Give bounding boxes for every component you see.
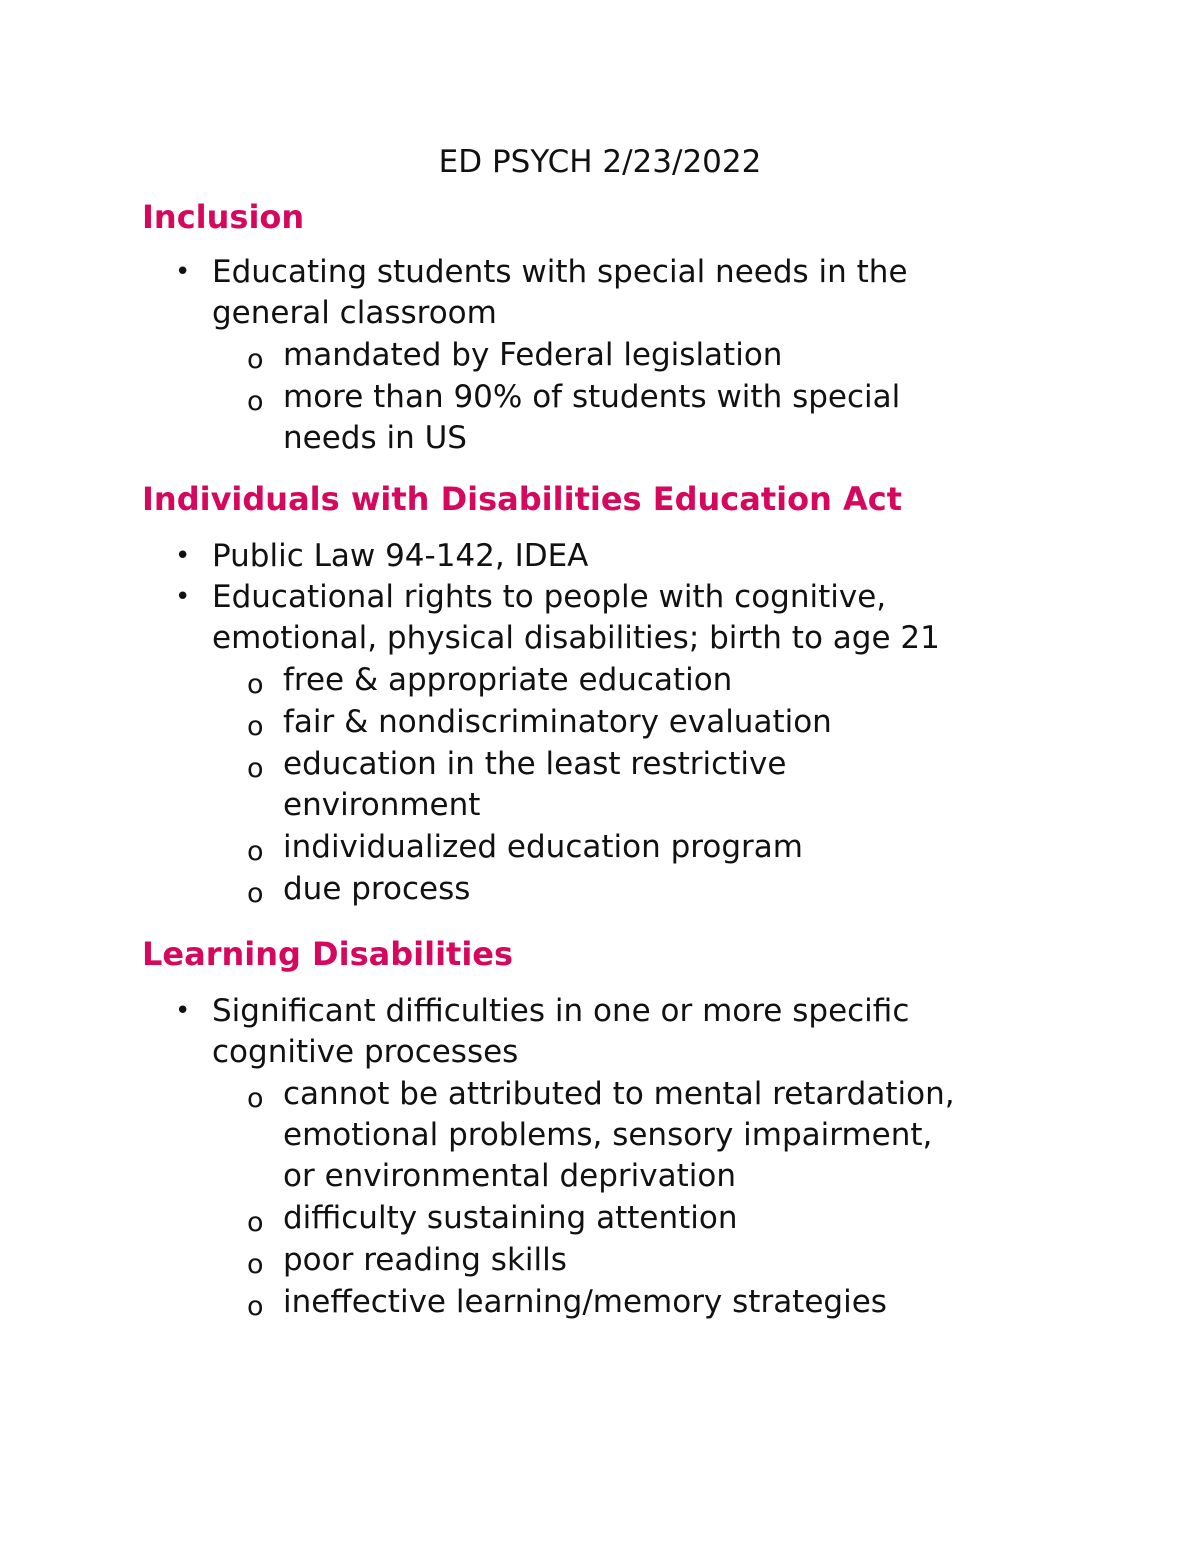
- circle-marker-icon: o: [247, 386, 264, 417]
- circle-marker-icon: o: [247, 836, 264, 867]
- bullet-list: [142, 252, 1102, 459]
- sub-text-line: emotional problems, sensory impairment,: [283, 1117, 933, 1153]
- circle-marker-icon: o: [247, 753, 264, 784]
- sub-text-line: or environmental deprivation: [283, 1158, 736, 1194]
- sub-item: [212, 1240, 1102, 1281]
- document-title: ED PSYCH 2/23/2022: [438, 144, 762, 180]
- bullet-text-line: cognitive processes: [212, 1034, 519, 1070]
- sub-text-line: needs in US: [283, 420, 467, 456]
- circle-marker-icon: o: [247, 1207, 264, 1238]
- circle-marker-icon: o: [247, 711, 264, 742]
- section-heading: Individuals with Disabilities Education Act: [142, 480, 903, 518]
- bullet-icon: •: [175, 257, 191, 287]
- bullet-list: [142, 536, 1102, 910]
- circle-marker-icon: o: [247, 1083, 264, 1114]
- sub-text-line: mandated by Federal legislation: [283, 337, 783, 373]
- sub-item: [212, 660, 1102, 701]
- circle-marker-icon: o: [247, 1249, 264, 1280]
- circle-marker-icon: o: [247, 669, 264, 700]
- bullet-text-line: emotional, physical disabilities; birth to age 21: [212, 620, 940, 656]
- bullet-icon: •: [175, 996, 191, 1026]
- bullet-item: [142, 577, 1102, 910]
- section-heading: Inclusion: [142, 198, 305, 236]
- sub-item: [212, 335, 1102, 376]
- sub-list: [212, 660, 1102, 910]
- bullet-text-line: Public Law 94-142, IDEA: [212, 538, 589, 574]
- bullet-item: [142, 991, 1102, 1323]
- circle-marker-icon: o: [247, 1291, 264, 1322]
- sub-text-line: more than 90% of students with special: [283, 379, 901, 415]
- sub-item: [212, 377, 1102, 459]
- sub-item: [212, 1282, 1102, 1323]
- bullet-item: [142, 252, 1102, 459]
- bullet-icon: •: [175, 582, 191, 612]
- section-heading: Learning Disabilities: [142, 935, 514, 973]
- sub-item: [212, 827, 1102, 868]
- bullet-item: [142, 536, 1102, 577]
- sub-text-line: due process: [283, 871, 471, 907]
- sub-item: [212, 744, 1102, 826]
- bullet-text-line: general classroom: [212, 295, 497, 331]
- sub-text-line: individualized education program: [283, 829, 803, 865]
- sub-text-line: education in the least restrictive: [283, 746, 787, 782]
- sub-text-line: difficulty sustaining attention: [283, 1200, 738, 1236]
- sub-text-line: environment: [283, 787, 481, 823]
- circle-marker-icon: o: [247, 344, 264, 375]
- bullet-list: [142, 991, 1102, 1323]
- sub-text-line: fair & nondiscriminatory evaluation: [283, 704, 832, 740]
- sub-list: [212, 335, 1102, 459]
- sub-text-line: poor reading skills: [283, 1242, 567, 1278]
- section-learning-disabilities: [142, 933, 1102, 1323]
- bullet-text-line: Educational rights to people with cognitive,: [212, 579, 887, 615]
- bullet-text-line: Significant difficulties in one or more specific: [212, 993, 910, 1029]
- section-inclusion: [142, 196, 1102, 459]
- bullet-icon: •: [175, 541, 191, 571]
- sub-item: [212, 1198, 1102, 1239]
- sub-list: [212, 1074, 1102, 1323]
- bullet-text-line: Educating students with special needs in the: [212, 254, 908, 290]
- sub-item: [212, 702, 1102, 743]
- sub-item: [212, 869, 1102, 910]
- sub-item: [212, 1074, 1102, 1197]
- sub-text-line: ineffective learning/memory strategies: [283, 1284, 887, 1320]
- circle-marker-icon: o: [247, 878, 264, 909]
- sub-text-line: cannot be attributed to mental retardation,: [283, 1076, 955, 1112]
- section-idea: [142, 478, 1102, 910]
- sub-text-line: free & appropriate education: [283, 662, 733, 698]
